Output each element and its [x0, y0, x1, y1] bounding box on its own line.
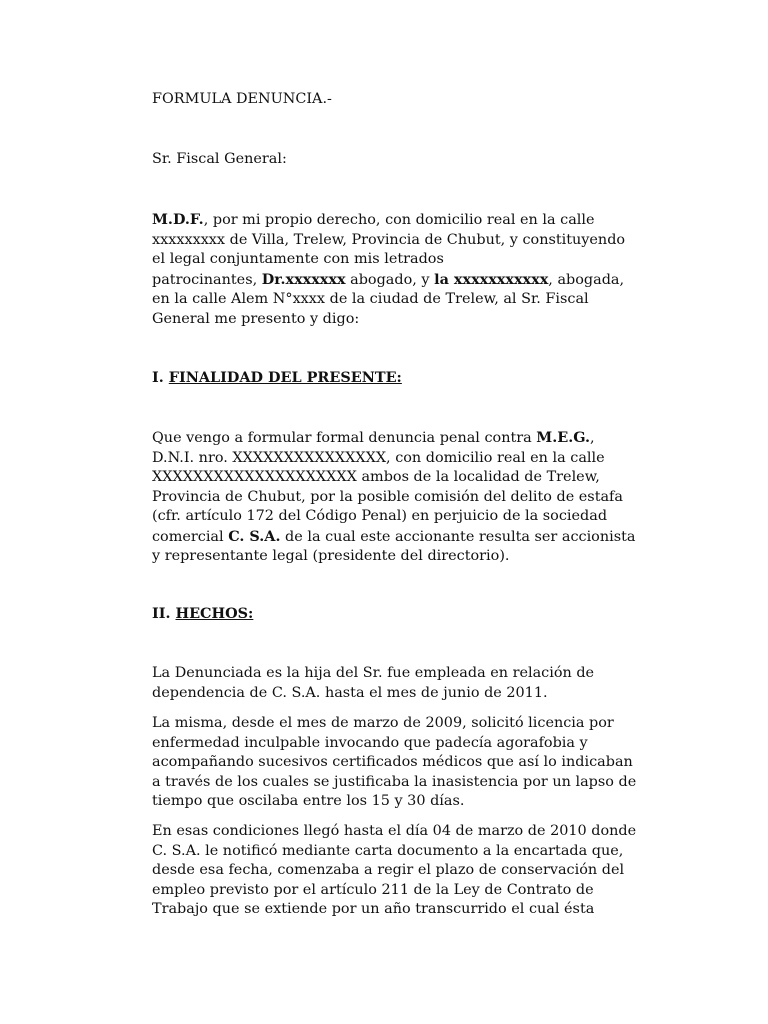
- intro-text: abogado, y: [345, 271, 435, 288]
- paragraph-line: En esas condiciones llegó hasta el día 04 de marzo de 2010 donde: [152, 823, 637, 839]
- paragraph-line: empleo previsto por el artículo 211 de la Ley de Contrato de: [152, 881, 594, 898]
- paragraph-line: D.N.I. nro. XXXXXXXXXXXXXXX, con domicilio real en la calle: [152, 449, 605, 466]
- paragraph-text: comercial: [152, 528, 229, 545]
- salutation: [152, 150, 672, 170]
- salutation-text: Sr. Fiscal General:: [152, 151, 287, 167]
- finalidad-paragraph: [152, 428, 672, 567]
- paragraph-line: [152, 428, 672, 449]
- paragraph-line: C. S.A. le notificó mediante carta documento a la encartada que,: [152, 842, 624, 859]
- lawyer-name: la xxxxxxxxxxx: [434, 270, 549, 288]
- intro-paragraph: [152, 210, 672, 329]
- lawyer-name: Dr.xxxxxxx: [261, 270, 346, 288]
- intro-text: , abogada,: [548, 271, 625, 288]
- intro-text: patrocinantes,: [152, 271, 262, 288]
- section-title: HECHOS:: [175, 605, 254, 622]
- accused-name: M.E.G.: [536, 429, 590, 446]
- document-heading: [152, 90, 672, 110]
- section-heading-hechos: [152, 604, 672, 625]
- paragraph-line: dependencia de C. S.A. hasta el mes de junio de 2011.: [152, 684, 548, 701]
- intro-line: xxxxxxxxx de Villa, Trelew, Provincia de Chubut, y constituyendo: [152, 231, 626, 248]
- section-heading-line: [152, 604, 672, 625]
- paragraph-text: de la cual este accionante resulta ser accionista: [280, 528, 636, 545]
- hechos-paragraph-2: [152, 714, 672, 812]
- heading-text: FORMULA DENUNCIA.-: [152, 91, 332, 107]
- paragraph-line: [152, 527, 672, 548]
- paragraph-line: tiempo que oscilaba entre los 15 y 30 días.: [152, 793, 465, 809]
- paragraph-line: a través de los cuales se justificaba la inasistencia por un lapso de: [152, 773, 637, 790]
- complainant-name: M.D.F.: [152, 211, 204, 228]
- section-number: II.: [152, 605, 176, 622]
- hechos-paragraph-3: [152, 822, 672, 920]
- intro-line: [152, 270, 672, 291]
- hechos-paragraph-1: [152, 664, 672, 703]
- intro-text: , por mi propio derecho, con domicilio real en la calle: [203, 212, 595, 228]
- paragraph-line: enfermedad inculpable invocando que padecía agorafobia y: [152, 734, 588, 751]
- paragraph-line: Trabajo que se extiende por un año transcurrido el cual ésta: [152, 901, 595, 917]
- paragraph-line: y representante legal (presidente del directorio).: [152, 548, 510, 564]
- intro-line: General me presento y digo:: [152, 310, 360, 327]
- intro-line: en la calle Alem N°xxxx de la ciudad de Trelew, al Sr. Fiscal: [152, 291, 589, 307]
- section-heading-line: [152, 368, 672, 389]
- paragraph-line: acompañando sucesivos certificados médicos que así lo indicaban: [152, 754, 633, 770]
- paragraph-line: XXXXXXXXXXXXXXXXXXXX ambos de la localidad de Trelew,: [152, 469, 600, 485]
- section-heading-finalidad: [152, 368, 672, 389]
- paragraph-line: desde esa fecha, comenzaba a regir el plazo de conservación del: [152, 862, 625, 878]
- intro-line: el legal conjuntamente con mis letrados: [152, 251, 444, 267]
- paragraph-text: ,: [590, 430, 595, 446]
- paragraph-line: Provincia de Chubut, por la posible comisión del delito de estafa: [152, 488, 623, 505]
- paragraph-line: (cfr. artículo 172 del Código Penal) en perjuicio de la sociedad: [152, 508, 608, 524]
- paragraph-line: La Denunciada es la hija del Sr. fue empleada en relación de: [152, 665, 595, 681]
- paragraph-text: Que vengo a formular formal denuncia penal contra: [152, 430, 537, 446]
- company-name: C. S.A.: [228, 527, 281, 545]
- paragraph-line: La misma, desde el mes de marzo de 2009, solicitó licencia por: [152, 715, 614, 731]
- section-number: I.: [152, 369, 169, 386]
- section-title: FINALIDAD DEL PRESENTE:: [168, 369, 402, 386]
- intro-line: [152, 210, 672, 231]
